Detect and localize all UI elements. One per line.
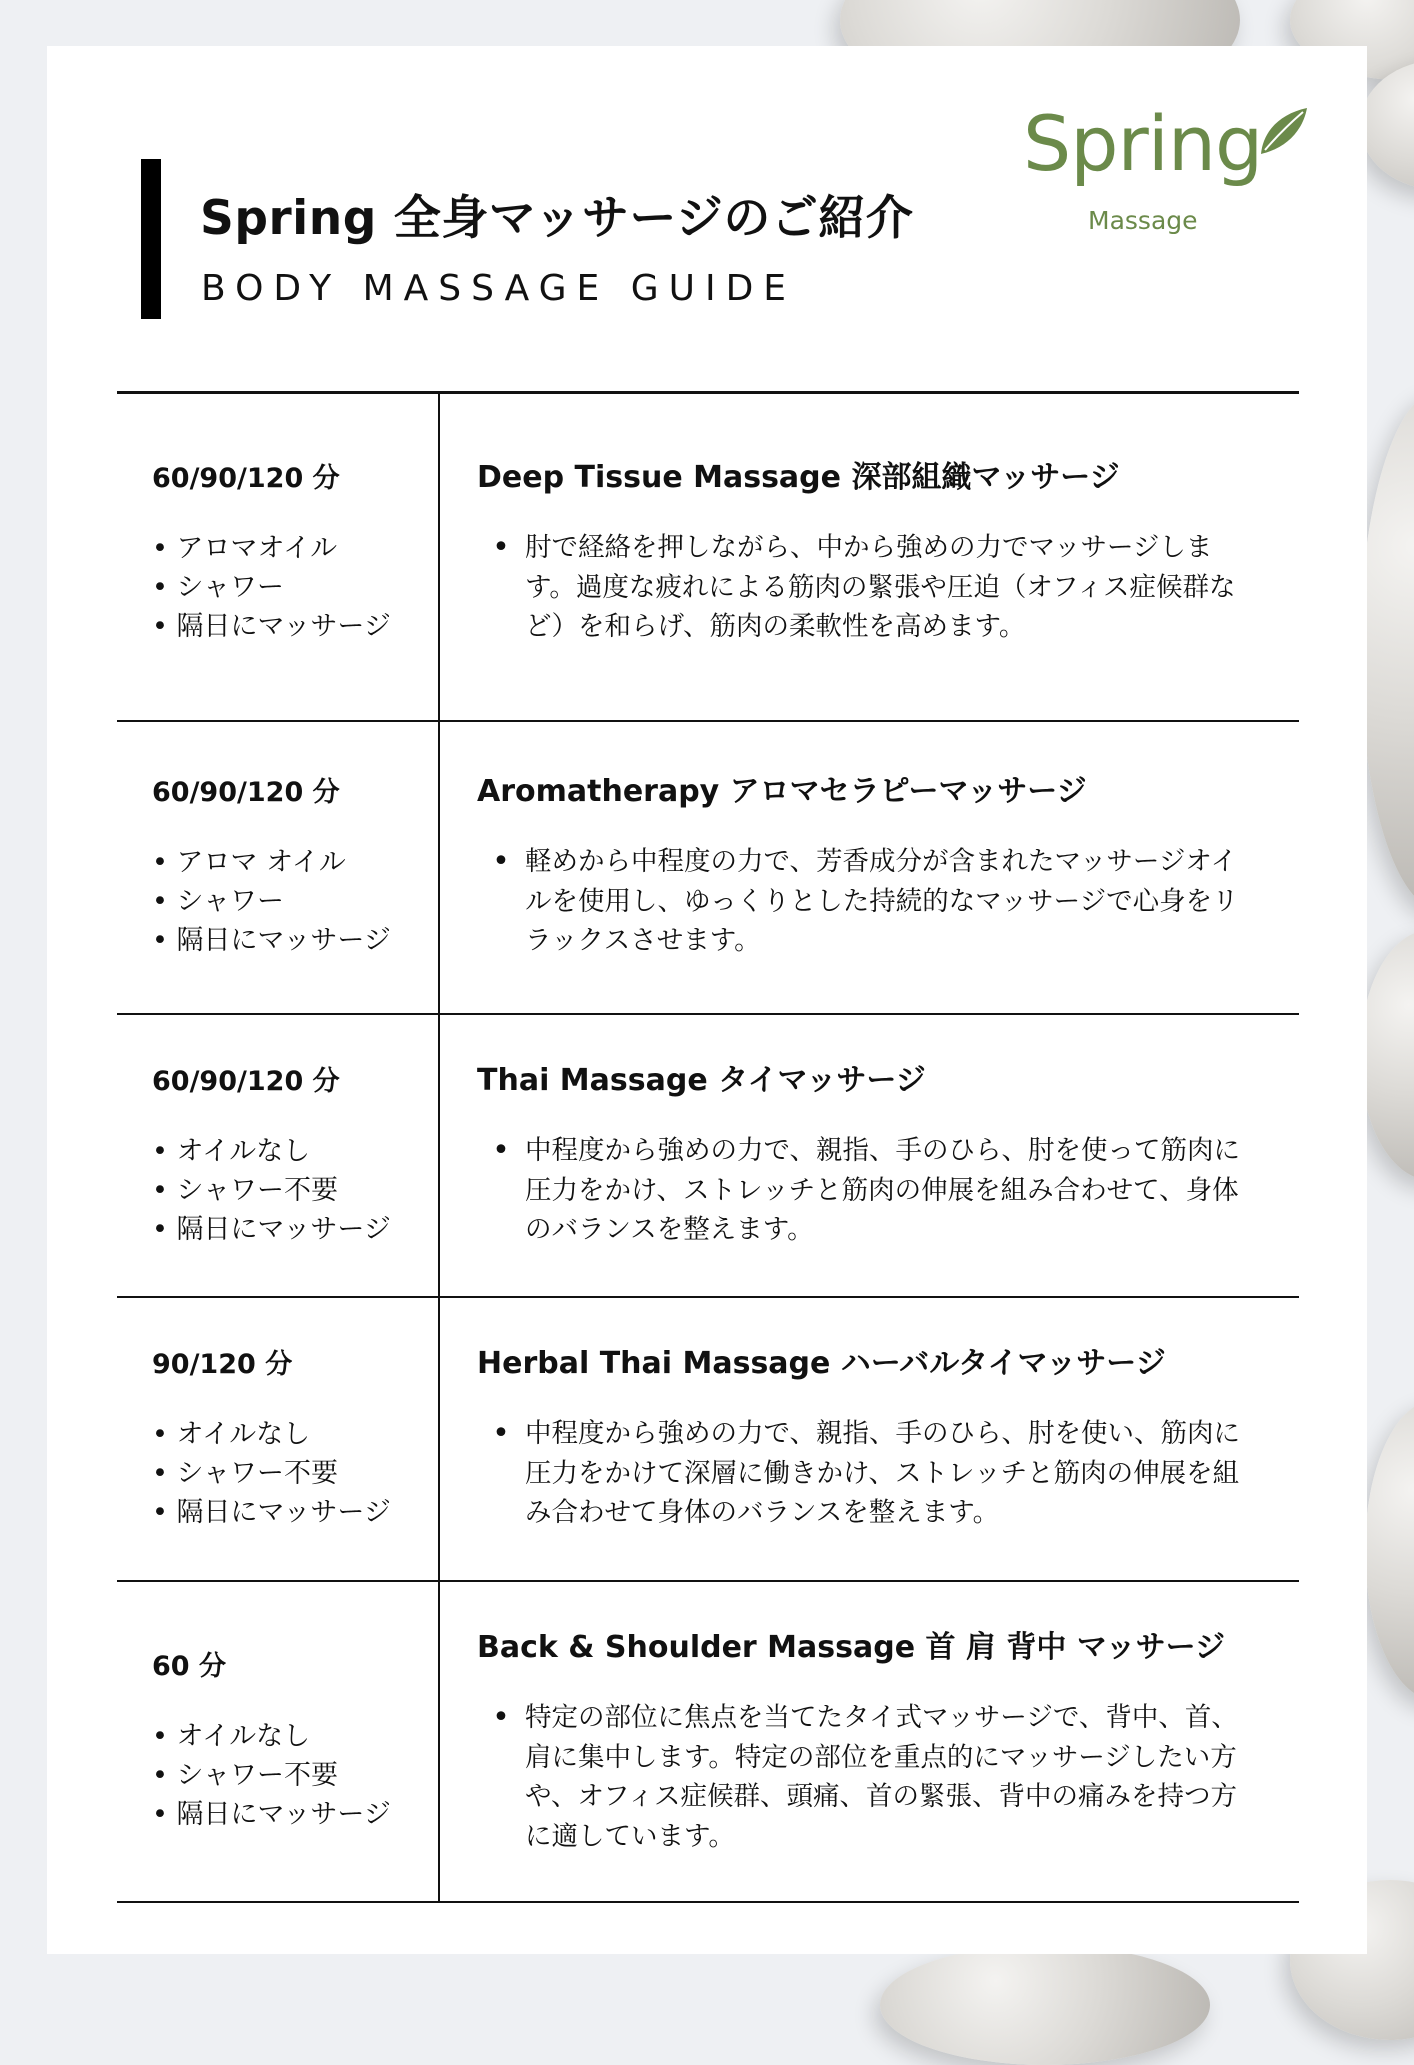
feature-item: • シャワー: [152, 568, 438, 607]
massage-detail: [440, 394, 1299, 720]
duration: 90/120 分: [152, 1349, 293, 1380]
feature-item: • 隔日にマッサージ: [152, 1493, 438, 1532]
description-item: [477, 528, 1299, 647]
bullet-icon: •: [492, 1133, 510, 1168]
massage-info: [117, 1582, 440, 1901]
table-row: [117, 394, 1299, 722]
feature-list: [152, 843, 438, 960]
bullet-icon: •: [492, 844, 510, 879]
massage-detail: [440, 1015, 1299, 1296]
leaf-icon: [1253, 102, 1313, 162]
massage-table: [117, 391, 1299, 1903]
massage-title: Back & Shoulder Massage 首 肩 背中 マッサージ: [477, 1630, 1226, 1665]
feature-item: • 隔日にマッサージ: [152, 921, 438, 960]
feature-list: [152, 1415, 438, 1532]
feature-item: • 隔日にマッサージ: [152, 607, 438, 646]
massage-detail: [440, 1298, 1299, 1580]
description-text: 肘で経絡を押しながら、中から強めの力でマッサージします。過度な疲れによる筋肉の緊張や圧迫（オフィス症候群など）を和らげ、筋肉の柔軟性を高めます。: [525, 532, 1236, 642]
massage-title: Deep Tissue Massage 深部組織マッサージ: [477, 460, 1120, 495]
page-subtitle: BODY MASSAGE GUIDE: [201, 268, 797, 309]
feature-item: • 隔日にマッサージ: [152, 1795, 438, 1834]
guide-card: [47, 46, 1367, 1954]
table-row: [117, 1582, 1299, 1903]
logo-subtitle: Massage: [1088, 206, 1198, 235]
feature-item: • オイルなし: [152, 1132, 438, 1171]
pebble-decoration: [880, 1945, 1210, 2065]
feature-item: • シャワー不要: [152, 1454, 438, 1493]
massage-info: [117, 394, 440, 720]
massage-title: Herbal Thai Massage ハーバルタイマッサージ: [477, 1346, 1166, 1381]
feature-list: [152, 529, 438, 646]
spring-massage-logo: [1023, 99, 1323, 256]
bullet-icon: •: [492, 1700, 510, 1735]
table-row: [117, 1298, 1299, 1582]
massage-info: [117, 1298, 440, 1580]
pebble-decoration: [1365, 1400, 1414, 1700]
description-text: 中程度から強めの力で、親指、手のひら、肘を使って筋肉に圧力をかけ、ストレッチと筋肉の伸展を組み合わせて、身体のバランスを整えます。: [525, 1135, 1240, 1245]
table-row: [117, 722, 1299, 1015]
massage-info: [117, 722, 440, 1013]
pebble-decoration: [1360, 930, 1414, 1180]
description-text: 中程度から強めの力で、親指、手のひら、肘を使い、筋肉に圧力をかけて深層に働きかけ、ストレッチと筋肉の伸展を組み合わせて身体のバランスを整えます。: [525, 1418, 1240, 1528]
feature-item: • 隔日にマッサージ: [152, 1210, 438, 1249]
massage-detail: [440, 1582, 1299, 1901]
massage-title: Aromatherapy アロマセラピーマッサージ: [477, 774, 1087, 809]
feature-list: [152, 1132, 438, 1249]
description-item: [477, 1414, 1299, 1533]
description-item: [477, 1131, 1299, 1250]
duration: 60/90/120 分: [152, 1066, 340, 1097]
pebble-decoration: [1360, 60, 1414, 190]
feature-item: • シャワー不要: [152, 1756, 438, 1795]
massage-title: Thai Massage タイマッサージ: [477, 1063, 926, 1098]
massage-info: [117, 1015, 440, 1296]
feature-item: • アロマオイル: [152, 529, 438, 568]
description-text: 特定の部位に焦点を当てたタイ式マッサージで、背中、首、肩に集中します。特定の部位を重点的にマッサージしたい方や、オフィス症候群、頭痛、首の緊張、背中の痛みを持つ方に適しています。: [525, 1702, 1238, 1852]
duration: 60 分: [152, 1651, 226, 1682]
bullet-icon: •: [492, 1416, 510, 1451]
bullet-icon: •: [492, 530, 510, 565]
feature-list: [152, 1717, 438, 1834]
feature-item: • オイルなし: [152, 1415, 438, 1454]
feature-item: • アロマ オイル: [152, 843, 438, 882]
page-title: Spring 全身マッサージのご紹介: [200, 191, 914, 246]
feature-item: • シャワー: [152, 882, 438, 921]
feature-item: • シャワー不要: [152, 1171, 438, 1210]
feature-item: • オイルなし: [152, 1717, 438, 1756]
description-text: 軽めから中程度の力で、芳香成分が含まれたマッサージオイルを使用し、ゆっくりとした持続的なマッサージで心身をリラックスさせます。: [525, 846, 1239, 956]
table-row: [117, 1015, 1299, 1298]
duration: 60/90/120 分: [152, 463, 340, 494]
description-item: [477, 842, 1299, 961]
title-accent-bar: [141, 159, 161, 319]
logo-wordmark: Spring: [1023, 99, 1263, 188]
description-item: [477, 1698, 1299, 1856]
pebble-decoration: [1360, 390, 1414, 910]
massage-detail: [440, 722, 1299, 1013]
duration: 60/90/120 分: [152, 777, 340, 808]
